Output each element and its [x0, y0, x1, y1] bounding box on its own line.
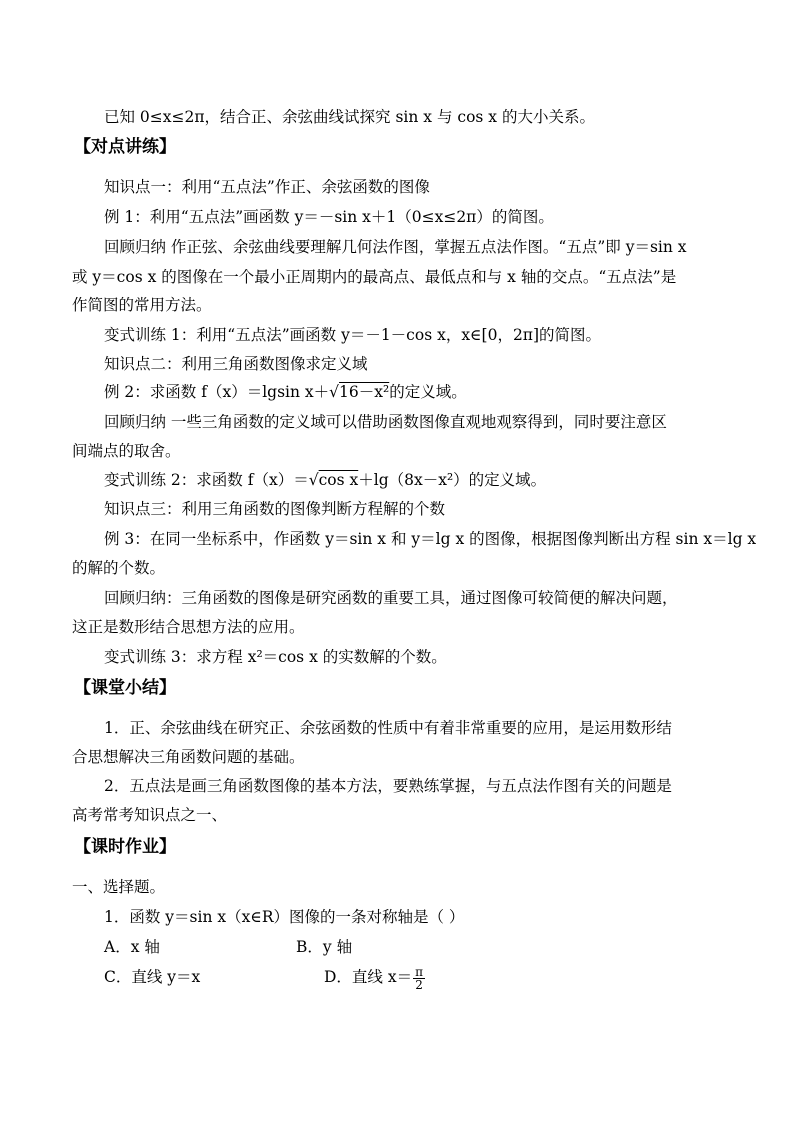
option-a: A．x 轴: [104, 938, 160, 956]
heading-homework: 【课时作业】: [74, 837, 176, 857]
fraction-denominator: 2: [415, 977, 423, 992]
review-2-line1: 回顾归纳 一些三角函数的定义域可以借助函数图像直观地观察得到，同时要注意区: [104, 413, 667, 431]
summary-2-line2: 高考常考知识点之一、: [72, 806, 228, 824]
review-1-line3: 作简图的常用方法。: [72, 296, 212, 314]
knowledge-point-2: 知识点二：利用三角函数图像求定义域: [104, 355, 368, 373]
option-d-fraction: [413, 966, 425, 991]
example-2: 例 2：求函数 f（x）＝lgsin x＋√16－x²的定义域。: [104, 383, 467, 401]
example-3-line1: 例 3：在同一坐标系中，作函数 y＝sin x 和 y＝lg x 的图像，根据图像判断出方程 sin x＝lg x: [104, 530, 757, 548]
summary-2-line1: 2．五点法是画三角函数图像的基本方法，要熟练掌握，与五点法作图有关的问题是: [104, 777, 672, 795]
variant-2-radicand: cos x: [318, 471, 359, 489]
fraction-numerator: π: [415, 964, 423, 979]
example-2-radicand: 16－x²: [339, 383, 390, 401]
intro-question: 已知 0≤x≤2π，结合正、余弦曲线试探究 sin x 与 cos x 的大小关系。: [104, 108, 595, 126]
review-3-line2: 这正是数形结合思想方法的应用。: [72, 618, 305, 636]
example-3-line2: 的解的个数。: [72, 559, 166, 577]
review-1-line1: 回顾归纳 作正弦、余弦曲线要理解几何法作图，掌握五点法作图。“五点”即 y＝sin x: [104, 238, 687, 256]
variant-2-pre: 变式训练 2：求函数 f（x）＝: [104, 471, 309, 489]
variant-2: 变式训练 2：求函数 f（x）＝√cos x＋lg（8x－x²）的定义域。: [104, 471, 547, 489]
section-multiple-choice: 一、选择题。: [72, 878, 166, 896]
variant-2-post: ＋lg（8x－x²）的定义域。: [358, 471, 547, 489]
example-2-pre: 例 2：求函数 f（x）＝lgsin x＋: [104, 383, 330, 401]
review-2-line2: 间端点的取舍。: [72, 442, 181, 460]
option-c: C．直线 y＝x: [104, 968, 201, 986]
example-2-post: 的定义域。: [389, 383, 467, 401]
heading-practice: 【对点讲练】: [74, 137, 176, 157]
review-3-line1: 回顾归纳：三角函数的图像是研究函数的重要工具，通过图像可较简便的解决问题，: [104, 589, 678, 607]
variant-1: 变式训练 1：利用“五点法”画函数 y＝－1－cos x，x∈[0，2π]的简图。: [104, 326, 602, 344]
summary-1-line2: 合思想解决三角函数问题的基础。: [72, 748, 305, 766]
option-d: [324, 962, 524, 992]
summary-1-line1: 1．正、余弦曲线在研究正、余弦函数的性质中有着非常重要的应用，是运用数形结: [104, 719, 672, 737]
review-1-line2: 或 y＝cos x 的图像在一个最小正周期内的最高点、最低点和与 x 轴的交点。“五点法”是: [72, 268, 677, 286]
option-d-label: D．直线 x＝: [324, 968, 413, 986]
knowledge-point-1: 知识点一：利用“五点法”作正、余弦函数的图像: [104, 178, 430, 196]
option-b: B．y 轴: [296, 938, 353, 956]
example-1: 例 1：利用“五点法”画函数 y＝－sin x＋1（0≤x≤2π）的简图。: [104, 208, 554, 226]
heading-summary: 【课堂小结】: [74, 678, 176, 698]
variant-3: 变式训练 3：求方程 x²＝cos x 的实数解的个数。: [104, 648, 447, 666]
knowledge-point-3: 知识点三：利用三角函数的图像判断方程解的个数: [104, 500, 446, 518]
question-1: 1．函数 y＝sin x（x∈R）图像的一条对称轴是（ ）: [104, 908, 465, 926]
